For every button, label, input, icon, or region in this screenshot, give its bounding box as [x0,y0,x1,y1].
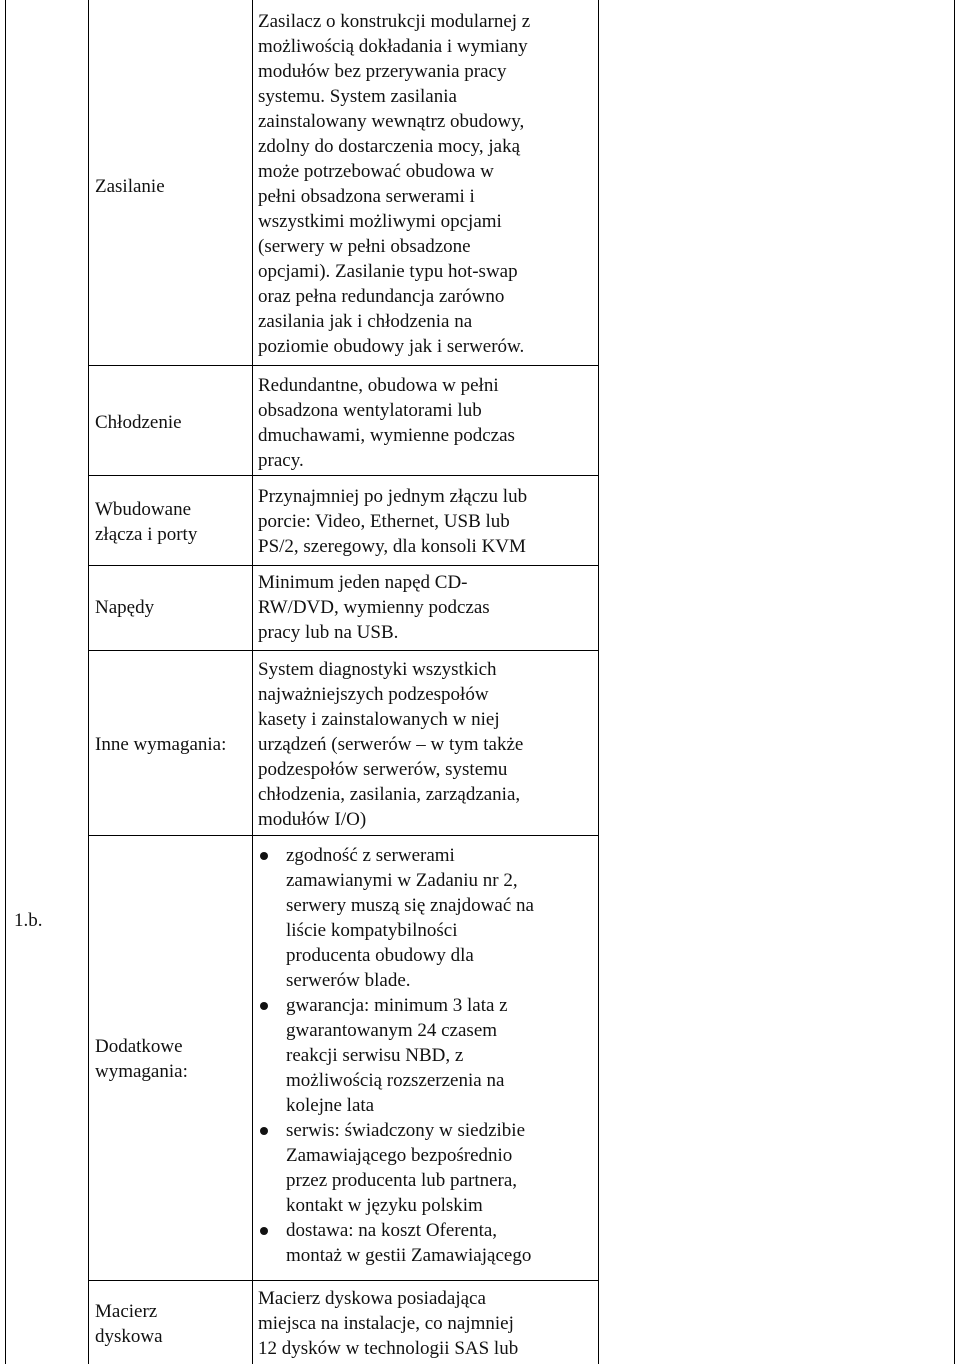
desc-line: Redundantne, obudowa w pełni [258,375,499,396]
desc-line: miejsca na instalacje, co najmniej [258,1313,514,1334]
label-inne-wymagania [95,732,250,757]
desc-line: dmuchawami, wymienne podczas [258,425,515,446]
desc-zlacza [258,484,578,559]
bullet-icon [260,852,268,860]
desc-line: może potrzebować obudowa w [258,161,494,182]
label-line: dyskowa [95,1326,163,1347]
label-line: Zasilanie [95,176,165,197]
desc-line: Przynajmniej po jednym złączu lub [258,486,528,507]
column-divider [252,0,253,1364]
desc-line: PS/2, szeregowy, dla konsoli KVM [258,536,526,557]
row-number: 1.b. [14,910,43,931]
bullet-line: liście kompatybilności [286,920,458,941]
row-divider [88,1280,598,1281]
desc-napedy [258,570,578,645]
bullet-line: serwery muszą się znajdować na [286,895,534,916]
desc-line: chłodzenia, zasilania, zarządzania, [258,784,521,805]
bullet-icon [260,1227,268,1235]
label-macierz [95,1299,250,1349]
bullet-line: kontakt w języku polskim [286,1195,483,1216]
label-zlacza [95,497,250,547]
desc-line: obsadzona wentylatorami lub [258,400,482,421]
bullet-line: gwarancja: minimum 3 lata z [286,995,508,1016]
desc-line: zasilania jak i chłodzenia na [258,311,473,332]
bullet-line: zgodność z serwerami [286,845,455,866]
desc-chlodzenie [258,373,578,473]
row-divider [88,650,598,651]
desc-line: urządzeń (serwerów – w tym także [258,734,524,755]
label-line: Napędy [95,597,155,618]
desc-line: zainstalowany wewnątrz obudowy, [258,111,525,132]
desc-line: modułów I/O) [258,809,367,830]
table-border-left [5,0,6,1364]
label-napedy [95,595,250,620]
label-line: Chłodzenie [95,412,182,433]
bullet-line: montaż w gestii Zamawiającego [286,1245,532,1266]
bullet-line: serwerów blade. [286,970,411,991]
bullet-list-dodatkowe [258,843,578,1268]
desc-line: modułów bez przerywania pracy [258,61,507,82]
desc-line: opcjami). Zasilanie typu hot-swap [258,261,518,282]
desc-line: podzespołów serwerów, systemu [258,759,508,780]
bullet-line: dostawa: na koszt Oferenta, [286,1220,498,1241]
bullet-line: serwis: świadczony w siedzibie [286,1120,526,1141]
desc-line: oraz pełna redundancja zarówno [258,286,505,307]
desc-line: (serwery w pełni obsadzone [258,236,471,257]
desc-line: zdolny do dostarczenia mocy, jaką [258,136,521,157]
desc-line: systemu. System zasilania [258,86,457,107]
desc-line: kasety i zainstalowanych w niej [258,709,500,730]
row-divider [88,475,598,476]
desc-line: wszystkimi możliwymi opcjami [258,211,502,232]
list-item [258,843,578,993]
bullet-line: przez producenta lub partnera, [286,1170,518,1191]
label-line: Wbudowane [95,499,192,520]
desc-line: Macierz dyskowa posiadająca [258,1288,486,1309]
desc-line: Zasilacz o konstrukcji modularnej z [258,11,531,32]
bullet-line: gwarantowanym 24 czasem [286,1020,498,1041]
desc-line: poziomie obudowy jak i serwerów. [258,336,525,357]
label-line: Macierz [95,1301,158,1322]
label-line: wymagania: [95,1061,188,1082]
label-chlodzenie [95,410,250,435]
desc-line: System diagnostyki wszystkich [258,659,497,680]
desc-zasilanie [258,9,578,359]
bullet-line: reakcji serwisu NBD, z [286,1045,464,1066]
column-divider [88,0,89,1364]
bullet-line: Zamawiającego bezpośrednio [286,1145,513,1166]
desc-line: możliwością dokładania i wymiany [258,36,528,57]
bullet-line: możliwością rozszerzenia na [286,1070,505,1091]
desc-line: pełni obsadzona serwerami i [258,186,475,207]
label-zasilanie [95,174,250,199]
row-divider [88,835,598,836]
bullet-line: kolejne lata [286,1095,375,1116]
desc-line: 12 dysków w technologii SAS lub [258,1338,519,1359]
list-item [258,1218,578,1268]
label-line: Dodatkowe [95,1036,183,1057]
label-line: złącza i porty [95,524,198,545]
desc-line: pracy. [258,450,304,471]
desc-line: najważniejszych podzespołów [258,684,489,705]
label-line: Inne wymagania: [95,734,227,755]
desc-line: Minimum jeden napęd CD- [258,572,468,593]
label-dodatkowe-wymagania [95,1034,250,1084]
bullet-icon [260,1002,268,1010]
table-border-right [954,0,955,1364]
desc-line: RW/DVD, wymienny podczas [258,597,490,618]
bullet-line: zamawianymi w Zadaniu nr 2, [286,870,518,891]
row-divider [88,365,598,366]
list-item [258,1118,578,1218]
row-divider [88,565,598,566]
desc-inne-wymagania [258,657,578,832]
desc-line: pracy lub na USB. [258,622,399,643]
desc-macierz [258,1286,578,1361]
list-item [258,993,578,1118]
bullet-icon [260,1127,268,1135]
bullet-line: producenta obudowy dla [286,945,474,966]
column-divider [598,0,599,1364]
desc-line: porcie: Video, Ethernet, USB lub [258,511,510,532]
